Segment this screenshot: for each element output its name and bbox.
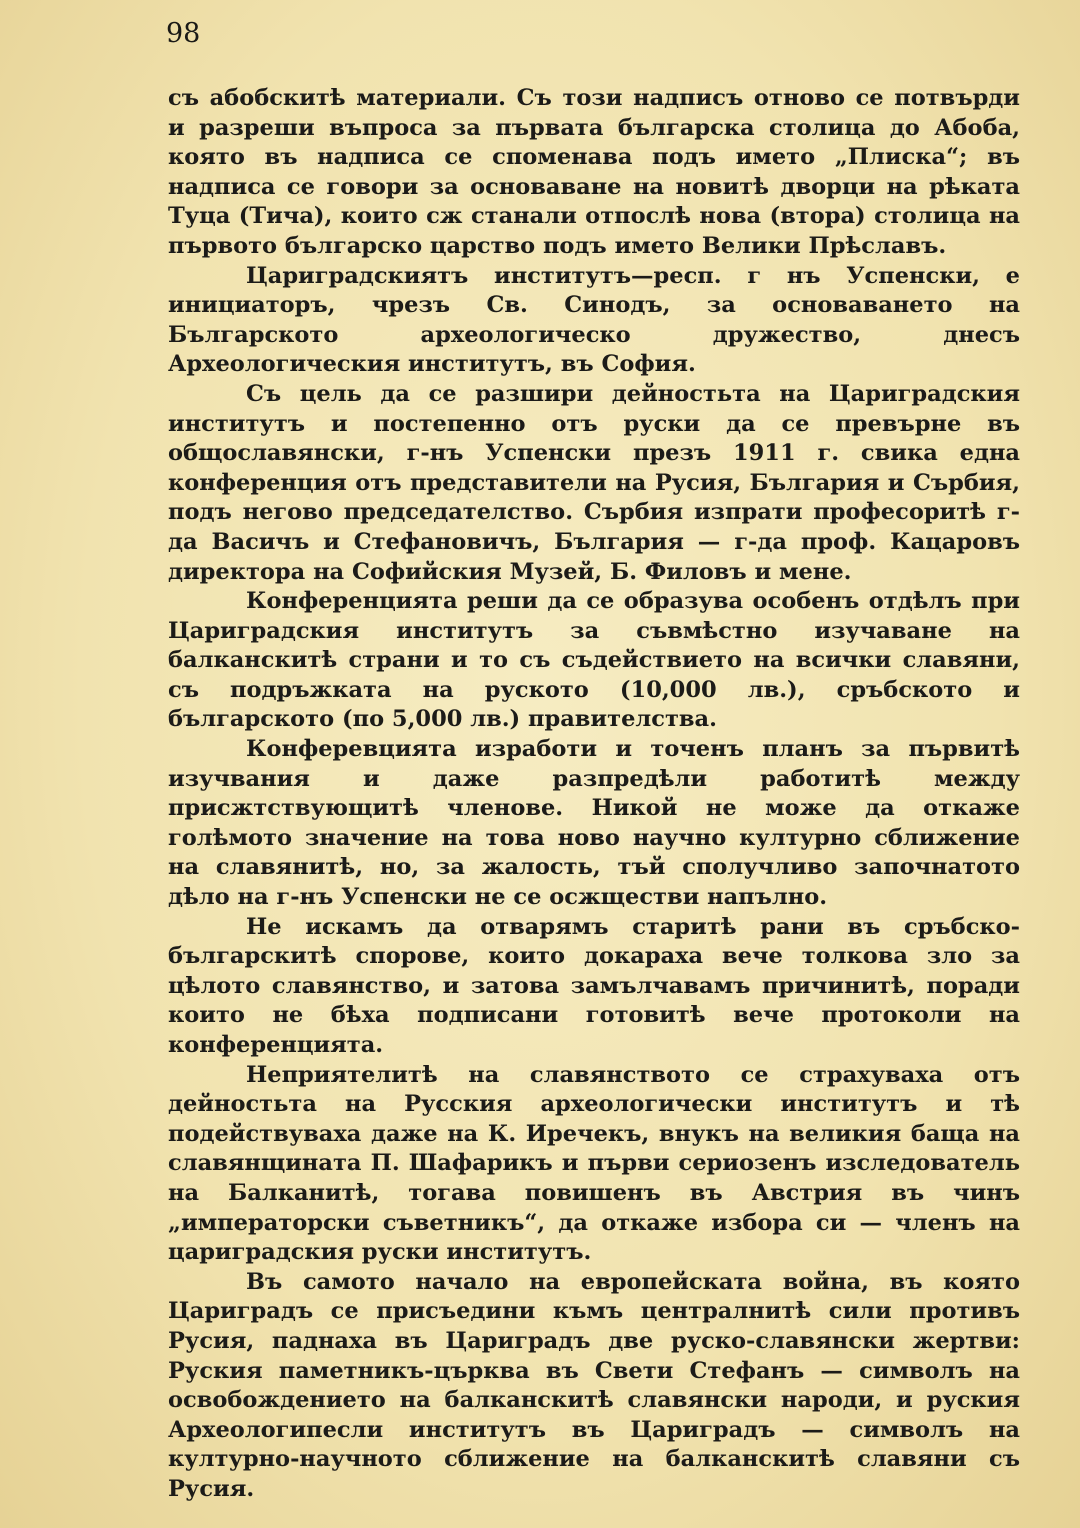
paragraph-8: Въ самото начало на европейската война, въ която Цариградъ се присъедини къмъ централнитѣ сили противъ Русия, паднаха въ Цариградъ две руско-славянски жертви: Руския паметникъ-църква въ Свети Стефанъ — символъ на освобождението на балканскитѣ славянски народи, и руския Археологипесли институтъ въ Цариградъ — символъ на културно-научното сближение на балканскитѣ славяни съ Русия. [168, 1268, 1020, 1502]
paragraph-6: Не искамъ да отварямъ старитѣ рани въ сръбско-българскитѣ спорове, които докараха вече толкова зло за цѣлото славянство, и затова замълчавамъ причинитѣ, поради които не бѣха подписани готовитѣ вече протоколи на конференцията. [168, 913, 1020, 1058]
body-text [168, 84, 1020, 1505]
paragraph-1: съ абобскитѣ материали. Съ този надписъ отново се потвърди и разреши въпроса за първата българска столица до Абоба, която въ надписа се споменава подъ името „Плиска“; въ надписа се говори за основаване на новитѣ дворци на рѣката Туца (Тича), които сж станали отпослѣ нова (втора) столица на първото българско царство подъ името Велики Прѣславъ. [168, 85, 1020, 259]
paragraph-5: Конферевцията изработи и точенъ планъ за първитѣ изучвания и даже разпредѣли работитѣ между присжтствующитѣ членове. Никой не може да откаже голѣмото значение на това ново научно културно сближение на славянитѣ, но, за жалость, тъй сполучливо започнатото дѣло на г-нъ Успенски не се осжществи напълно. [168, 736, 1020, 911]
paragraph-2: Цариградскиятъ институтъ—респ. г нъ Успенски, е инициаторъ, чрезъ Св. Синодъ, за основаването на Българското археологическо дружество, днесъ Археологическия институтъ, въ София. [168, 262, 1020, 378]
page-number: 98 [166, 18, 201, 49]
paragraph-7: Неприятелитѣ на славянството се страхуваха отъ дейностьта на Русския археологически институтъ и тѣ подействуваха даже на К. Иречекъ, внукъ на великия баща на славянщината П. Шафарикъ и първи сериозенъ изследователь на Балканитѣ, тогава повишенъ въ Австрия въ чинъ „императорски съветникъ“, да откаже избора си — членъ на цариградския руски институтъ. [168, 1061, 1020, 1266]
paragraph-3: Съ цель да се разшири дейностьта на Цариградския институтъ и постепенно отъ руски да се превърне въ общославянски, г-нъ Успенски презъ 1911 г. свика една конференция отъ представители на Русия, България и Сърбия, подъ негово председателство. Сърбия изпрати професоритѣ г-да Васичъ и Стефановичъ, България — г-да проф. Кацаровъ директора на Софийския Музей, Б. Филовъ и мене. [168, 380, 1020, 585]
paragraph-4: Конференцията реши да се образува особенъ отдѣлъ при Цариградския институтъ за съвмѣстно изучаване на балканскитѣ страни и то съ съдействието на всички славяни, съ подръжката на руското (10,000 лв.), сръбското и българското (по 5,000 лв.) правителства. [168, 588, 1020, 733]
